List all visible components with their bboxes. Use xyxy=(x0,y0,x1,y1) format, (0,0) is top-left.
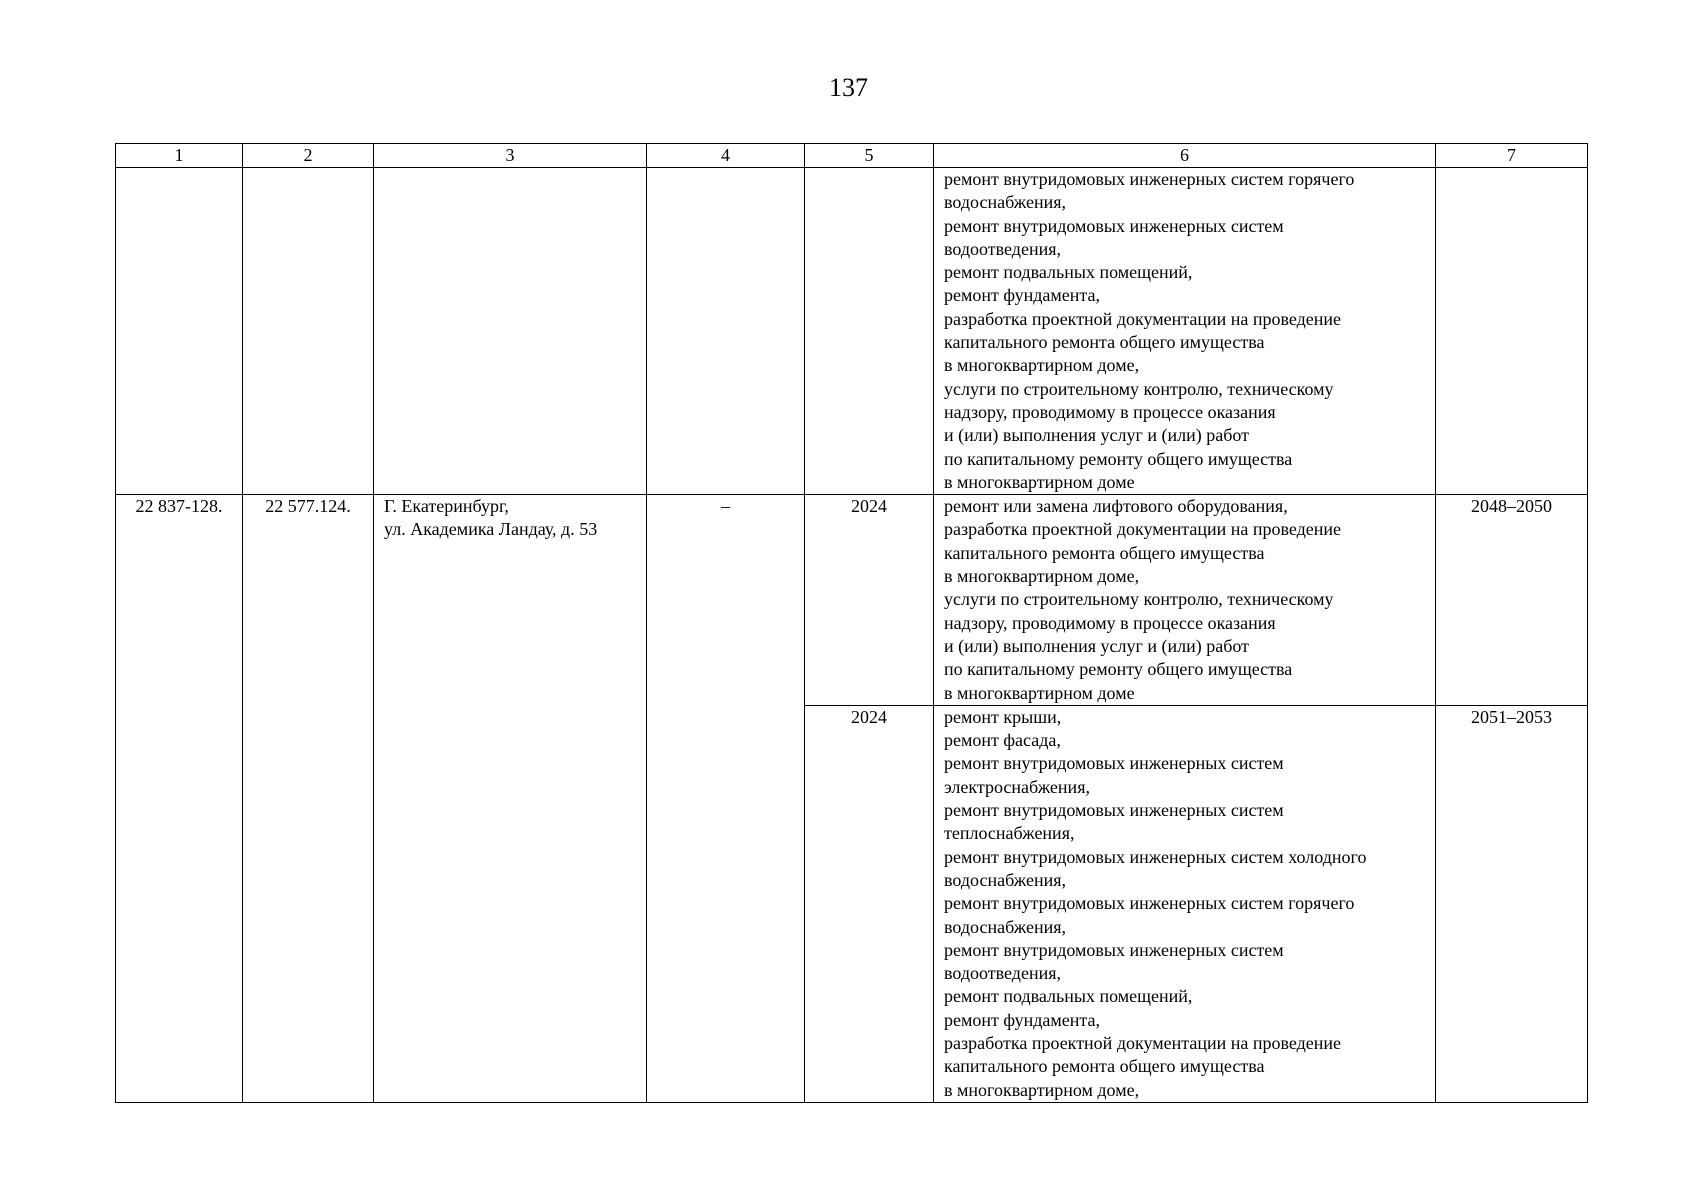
works-line: услуги по строительному контролю, техническому xyxy=(944,589,1334,610)
year-cell: 2024 xyxy=(805,495,934,706)
page-number: 137 xyxy=(829,73,868,102)
works-line: ремонт внутридомовых инженерных систем холодного xyxy=(944,846,1367,867)
table-cell xyxy=(805,168,934,495)
works-line: разработка проектной документации на проведение xyxy=(944,519,1342,540)
column-header: 1 xyxy=(116,144,243,168)
table-cell xyxy=(647,168,805,495)
works-line: ремонт фундамента, xyxy=(944,1009,1100,1030)
table-cell xyxy=(243,168,374,495)
address-city: Г. Екатеринбург, xyxy=(384,496,509,517)
works-line: водоснабжения, xyxy=(944,192,1067,213)
works-line: в многоквартирном доме xyxy=(944,471,1135,492)
works-line: водоотведения, xyxy=(944,238,1061,259)
works-line: водоотведения, xyxy=(944,963,1061,984)
col4-value: – xyxy=(647,495,805,1103)
works-line: ремонт внутридомовых инженерных систем xyxy=(944,753,1284,774)
works-line: ремонт внутридомовых инженерных систем горячего xyxy=(944,893,1355,914)
works-line: и (или) выполнения услуг и (или) работ xyxy=(944,425,1250,446)
works-line: и (или) выполнения услуг и (или) работ xyxy=(944,635,1250,656)
works-line: ремонт внутридомовых инженерных систем xyxy=(944,800,1284,821)
works-line: капитального ремонта общего имущества xyxy=(944,1056,1265,1077)
works-line: электроснабжения, xyxy=(944,776,1090,797)
period-cell: 2051–2053 xyxy=(1436,705,1588,1102)
works-line: ремонт или замена лифтового оборудования, xyxy=(944,496,1288,517)
address-street: ул. Академика Ландау, д. 53 xyxy=(384,519,598,540)
table-cell xyxy=(374,168,647,495)
works-line: в многоквартирном доме, xyxy=(944,1079,1140,1100)
year-cell: 2024 xyxy=(805,705,934,1102)
header-row xyxy=(116,144,1588,168)
column-header: 3 xyxy=(374,144,647,168)
works-line: в многоквартирном доме, xyxy=(944,566,1140,587)
works-line: ремонт фундамента, xyxy=(944,285,1100,306)
column-header: 5 xyxy=(805,144,934,168)
column-header: 6 xyxy=(934,144,1436,168)
column-header: 7 xyxy=(1436,144,1588,168)
address-cell xyxy=(374,495,647,1103)
works-line: ремонт крыши, xyxy=(944,706,1062,727)
table-cell xyxy=(1436,168,1588,495)
works-line: ремонт фасада, xyxy=(944,730,1061,751)
works-line: капитального ремонта общего имущества xyxy=(944,542,1265,563)
works-line: водоснабжения, xyxy=(944,869,1067,890)
works-line: разработка проектной документации на проведение xyxy=(944,1032,1342,1053)
works-line: ремонт внутридомовых инженерных систем xyxy=(944,939,1284,960)
works-line: водоснабжения, xyxy=(944,916,1067,937)
works-line: ремонт подвальных помещений, xyxy=(944,986,1193,1007)
works-line: по капитальному ремонту общего имущества xyxy=(944,659,1293,680)
works-line: услуги по строительному контролю, техническому xyxy=(944,378,1334,399)
entry-sub-number: 22 577.124. xyxy=(243,495,374,1103)
works-cell xyxy=(934,495,1436,706)
works-line: капитального ремонта общего имущества xyxy=(944,332,1265,353)
works-cell xyxy=(934,705,1436,1102)
column-header: 4 xyxy=(647,144,805,168)
entry-number: 22 837-128. xyxy=(116,495,243,1103)
works-line: в многоквартирном доме xyxy=(944,682,1135,703)
works-cell xyxy=(934,168,1436,495)
works-line: надзору, проводимому в процессе оказания xyxy=(944,401,1276,422)
table-row xyxy=(116,168,1588,495)
works-line: ремонт внутридомовых инженерных систем xyxy=(944,215,1284,236)
works-line: надзору, проводимому в процессе оказания xyxy=(944,612,1276,633)
works-line: ремонт внутридомовых инженерных систем горячего xyxy=(944,169,1355,189)
capital-repair-table xyxy=(115,143,1588,1103)
works-line: ремонт подвальных помещений, xyxy=(944,262,1193,283)
period-cell: 2048–2050 xyxy=(1436,495,1588,706)
table-cell xyxy=(116,168,243,495)
works-line: в многоквартирном доме, xyxy=(944,355,1140,376)
works-line: разработка проектной документации на проведение xyxy=(944,308,1342,329)
column-header: 2 xyxy=(243,144,374,168)
table-row xyxy=(116,495,1588,706)
works-line: по капитальному ремонту общего имущества xyxy=(944,448,1293,469)
works-line: теплоснабжения, xyxy=(944,823,1075,844)
